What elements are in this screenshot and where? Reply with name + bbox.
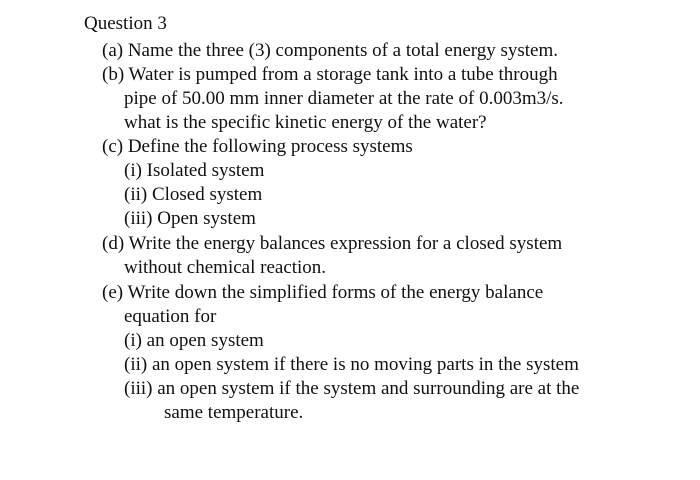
question-title: Question 3: [84, 13, 167, 34]
part-e-continuation: same temperature.: [164, 402, 304, 423]
part-e-item-1: (i) an open system: [124, 330, 264, 351]
part-d-line-1: (d) Write the energy balances expression for a closed system: [102, 233, 563, 254]
part-b-line-1: (b) Water is pumped from a storage tank into a tube through: [102, 64, 558, 85]
part-c-line-1: (c) Define the following process systems: [102, 136, 413, 157]
part-c-item-3: (iii) Open system: [124, 208, 256, 229]
part-c-item-1: (i) Isolated system: [124, 160, 265, 181]
part-e-line-2: equation for: [124, 306, 217, 327]
part-e-item-3: (iii) an open system if the system and surrounding are at the: [124, 378, 580, 399]
part-a-line-1: (a) Name the three (3) components of a total energy system.: [102, 40, 559, 61]
part-e-line-1: (e) Write down the simplified forms of the energy balance: [102, 282, 544, 303]
part-d-line-2: without chemical reaction.: [124, 257, 327, 278]
part-e-item-2: (ii) an open system if there is no moving parts in the system: [124, 354, 579, 375]
part-b-line-3: what is the specific kinetic energy of the water?: [124, 112, 487, 133]
part-c-item-2: (ii) Closed system: [124, 184, 263, 205]
part-b-line-2: pipe of 50.00 mm inner diameter at the rate of 0.003m3/s.: [124, 88, 564, 109]
